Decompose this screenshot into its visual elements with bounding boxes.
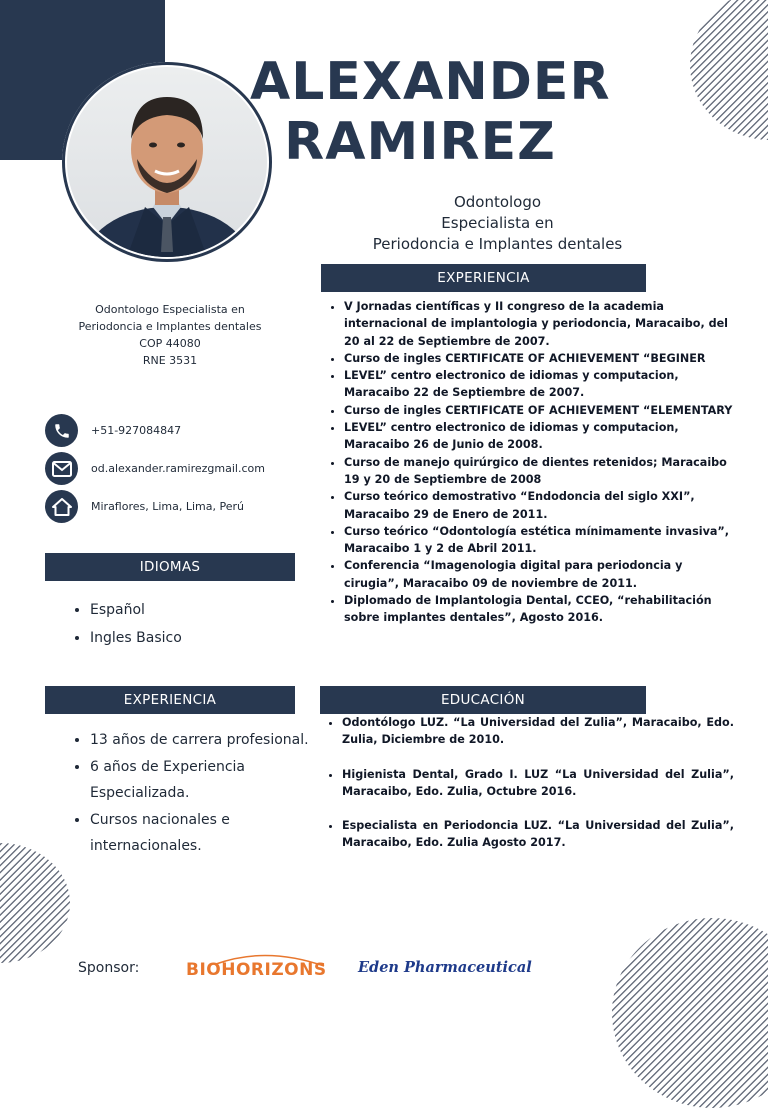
professional-title xyxy=(330,192,665,255)
home-icon xyxy=(45,490,78,523)
list-item: • Curso de ingles CERTIFICATE OF ACHIEVEMENT “ELEMENTARY xyxy=(344,402,739,419)
title-line-1: Odontologo xyxy=(453,193,542,211)
sponsor-label: Sponsor: xyxy=(78,960,140,976)
list-item: • Higienista Dental, Grado I. LUZ “La Universidad del Zulia”, Maracaibo, Edo. Zulia, Octubre 2016. xyxy=(342,766,734,801)
credential-line: COP 44080 xyxy=(139,337,201,350)
phone-icon xyxy=(45,414,78,447)
profile-photo xyxy=(67,67,267,257)
list-item: • Cursos nacionales e internacionales. xyxy=(90,807,315,860)
list-item: • Curso de ingles CERTIFICATE OF ACHIEVEMENT “BEGINER xyxy=(344,350,739,367)
profile-photo-frame xyxy=(62,62,272,262)
list-item: • 6 años de Experiencia Especializada. xyxy=(90,754,315,807)
experience-list xyxy=(324,298,739,627)
contact-email-row xyxy=(45,452,265,485)
list-item: • Ingles Basico xyxy=(90,624,310,652)
list-item: • Español xyxy=(90,596,310,624)
list-item: • Curso teórico “Odontología estética mínimamente invasiva”, Maracaibo 1 y 2 de Abril 2011. xyxy=(344,523,739,558)
hatched-circle-left xyxy=(0,843,70,963)
swoosh-icon xyxy=(186,950,336,978)
list-item: • Curso de manejo quirúrgico de dientes retenidos; Maracaibo 19 y 20 de Septiembre de 2008 xyxy=(344,454,739,489)
list-item: • Diplomado de Implantologia Dental, CCEO, “rehabilitación sobre implantes dentales”, Agosto 2016. xyxy=(344,592,739,627)
list-item: • V Jornadas científicas y II congreso de la academia internacional de implantologia y periodoncia, Maracaibo, del 20 al 22 de Septiembre de 2007. xyxy=(344,298,739,350)
biohorizons-text: BIOHORIZONS xyxy=(186,960,327,980)
eden-pharmaceutical-logo: Eden Pharmaceutical xyxy=(358,959,532,976)
first-name: ALEXANDER xyxy=(250,52,611,112)
contact-phone-row xyxy=(45,414,181,447)
title-line-2: Especialista en xyxy=(441,214,554,232)
email-address[interactable]: od.alexander.ramirezgmail.com xyxy=(91,462,265,475)
biohorizons-logo xyxy=(186,960,327,980)
list-item: • LEVEL” centro electronico de idiomas y computacion, Maracaibo 26 de Junio de 2008. xyxy=(344,419,739,454)
list-item: • 13 años de carrera profesional. xyxy=(90,727,315,754)
location: Miraflores, Lima, Lima, Perú xyxy=(91,500,245,513)
experience-header-right: EXPERIENCIA xyxy=(321,264,646,292)
education-list xyxy=(322,714,734,869)
languages-list xyxy=(72,596,310,652)
candidate-name xyxy=(250,52,611,172)
credentials-block xyxy=(45,301,295,369)
person-portrait-icon xyxy=(67,67,267,257)
hatched-circle-top-right xyxy=(690,0,768,140)
mail-icon xyxy=(45,452,78,485)
credential-line: Periodoncia e Implantes dentales xyxy=(78,320,262,333)
credential-line: Odontologo Especialista en xyxy=(95,303,245,316)
list-item: • LEVEL” centro electronico de idiomas y computacion, Maracaibo 22 de Septiembre de 2007. xyxy=(344,367,739,402)
last-name: RAMIREZ xyxy=(284,112,556,172)
hatched-circle-bottom-right xyxy=(612,918,768,1108)
title-line-3: Periodoncia e Implantes dentales xyxy=(372,235,623,253)
list-item: • Conferencia “Imagenologia digital para periodoncia y cirugia”, Maracaibo 09 de noviembre de 2011. xyxy=(344,557,739,592)
experience-summary-list xyxy=(70,727,315,860)
contact-location-row xyxy=(45,490,244,523)
list-item: • Odontólogo LUZ. “La Universidad del Zulia”, Maracaibo, Edo. Zulia, Diciembre de 2010. xyxy=(342,714,734,749)
list-item: • Especialista en Periodoncia LUZ. “La Universidad del Zulia”, Maracaibo, Edo. Zulia Agosto 2017. xyxy=(342,817,734,852)
languages-header: IDIOMAS xyxy=(45,553,295,581)
list-item: • Curso teórico demostrativo “Endodoncia del siglo XXI”, Maracaibo 29 de Enero de 2011. xyxy=(344,488,739,523)
education-header: EDUCACIÓN xyxy=(320,686,646,714)
phone-number[interactable]: +51-927084847 xyxy=(91,424,182,437)
credential-line: RNE 3531 xyxy=(142,354,198,367)
experience-header-left: EXPERIENCIA xyxy=(45,686,295,714)
